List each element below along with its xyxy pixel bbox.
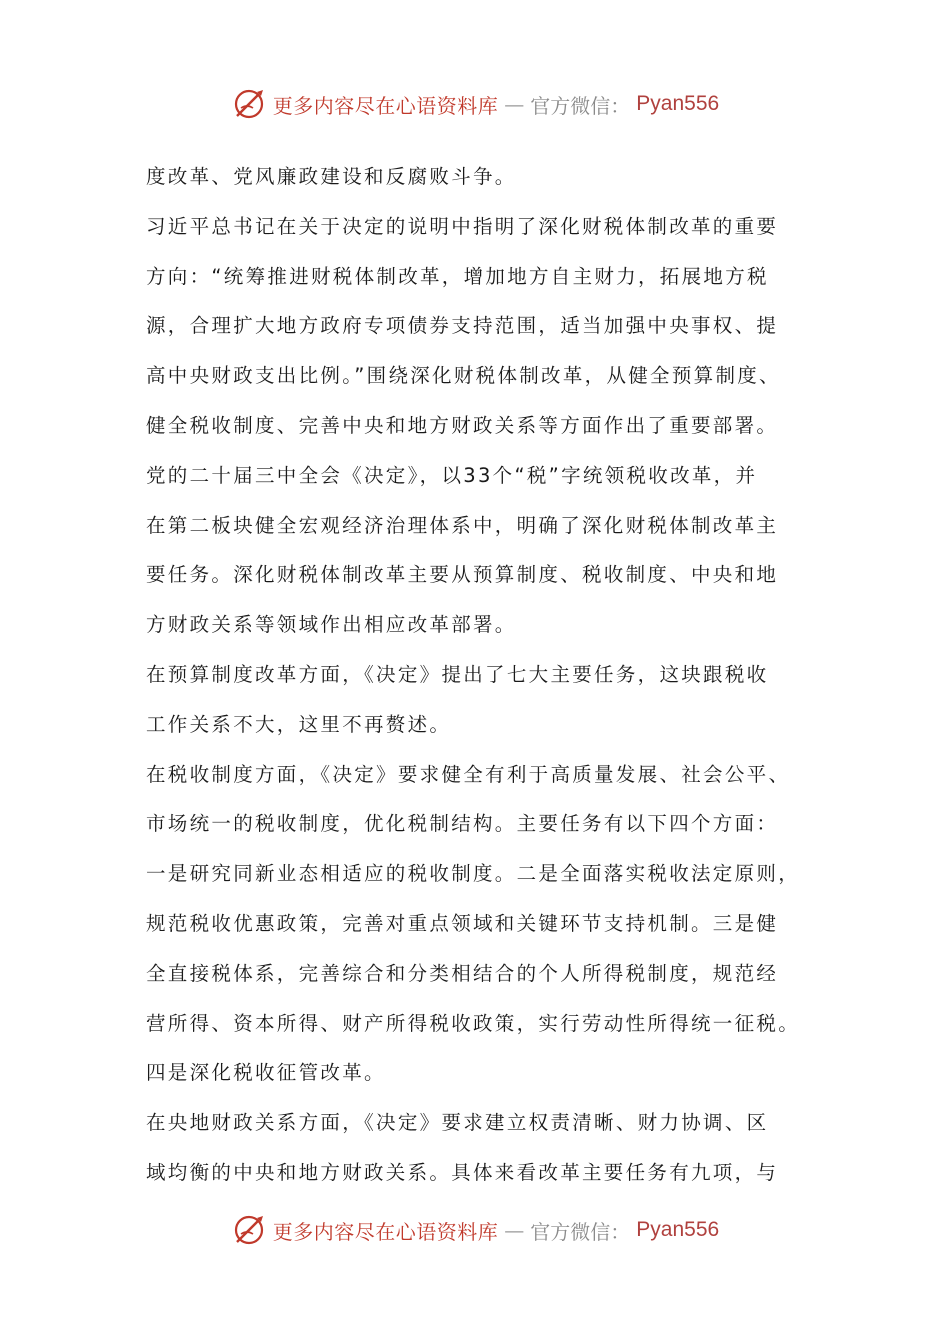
header-separator: — — [504, 92, 525, 116]
footer-banner — [0, 1208, 950, 1252]
text-line: 要任务。深化财税体制改革主要从预算制度、税收制度、中央和地 — [146, 563, 779, 587]
footer-separator: — — [504, 1218, 525, 1242]
text-line: 度改革、党风廉政建设和反腐败斗争。 — [146, 165, 517, 188]
text-line: 市场统一的税收制度，优化税制结构。主要任务有以下四个方面： — [146, 812, 779, 836]
footer-brand: 更多内容尽在心语资料库 — [272, 1219, 499, 1244]
footer-wechat-label: 官方微信： — [530, 1219, 631, 1244]
text-line: 全直接税体系，完善综合和分类相结合的个人所得税制度，规范经 — [146, 961, 779, 985]
header-banner — [0, 82, 950, 126]
text-line: 域均衡的中央和地方财政关系。具体来看改革主要任务有九项，与 — [146, 1160, 779, 1184]
text-line: 一是研究同新业态相适应的税收制度。二是全面落实税收法定原则， — [146, 862, 801, 886]
text-line: 方财政关系等领域作出相应改革部署。 — [146, 613, 517, 637]
text-line: 营所得、资本所得、财产所得税收政策，实行劳动性所得统一征税。 — [146, 1011, 801, 1035]
document-body — [146, 152, 816, 1198]
header-wechat-label: 官方微信： — [530, 93, 631, 118]
text-line: 在税收制度方面，《决定》要求健全有利于高质量发展、社会公平、 — [146, 762, 791, 786]
text-line: 高中央财政支出比例。”围绕深化财税体制改革，从健全预算制度、 — [146, 364, 781, 388]
text-line: 四是深化税收征管改革。 — [146, 1061, 386, 1085]
text-line: 健全税收制度、完善中央和地方财政关系等方面作出了重要部署。 — [146, 413, 779, 437]
text-line: 在央地财政关系方面，《决定》要求建立权责清晰、财力协调、区 — [146, 1111, 769, 1135]
footer-wechat-id: Pyan556 — [636, 1218, 720, 1241]
text-line: 习近平总书记在关于决定的说明中指明了深化财税体制改革的重要 — [146, 214, 779, 238]
text-line: 在第二板块健全宏观经济治理体系中，明确了深化财税体制改革主 — [146, 513, 779, 537]
text-line: 工作关系不大，这里不再赘述。 — [146, 712, 452, 736]
header-brand: 更多内容尽在心语资料库 — [272, 93, 499, 118]
text-line: 源，合理扩大地方政府专项债券支持范围，适当加强中央事权、提 — [146, 314, 779, 338]
text-line: 方向：“统筹推进财税体制改革，增加地方自主财力，拓展地方税 — [146, 264, 769, 288]
pen-logo-icon — [231, 1212, 267, 1248]
text-line: 党的二十届三中全会《决定》，以33个“税”字统领税收改革，并 — [146, 463, 758, 487]
text-line: 规范税收优惠政策，完善对重点领域和关键环节支持机制。三是健 — [146, 911, 779, 935]
text-line: 在预算制度改革方面，《决定》提出了七大主要任务，这块跟税收 — [146, 662, 769, 686]
pen-logo-icon — [231, 86, 267, 122]
header-wechat-id: Pyan556 — [636, 92, 720, 115]
